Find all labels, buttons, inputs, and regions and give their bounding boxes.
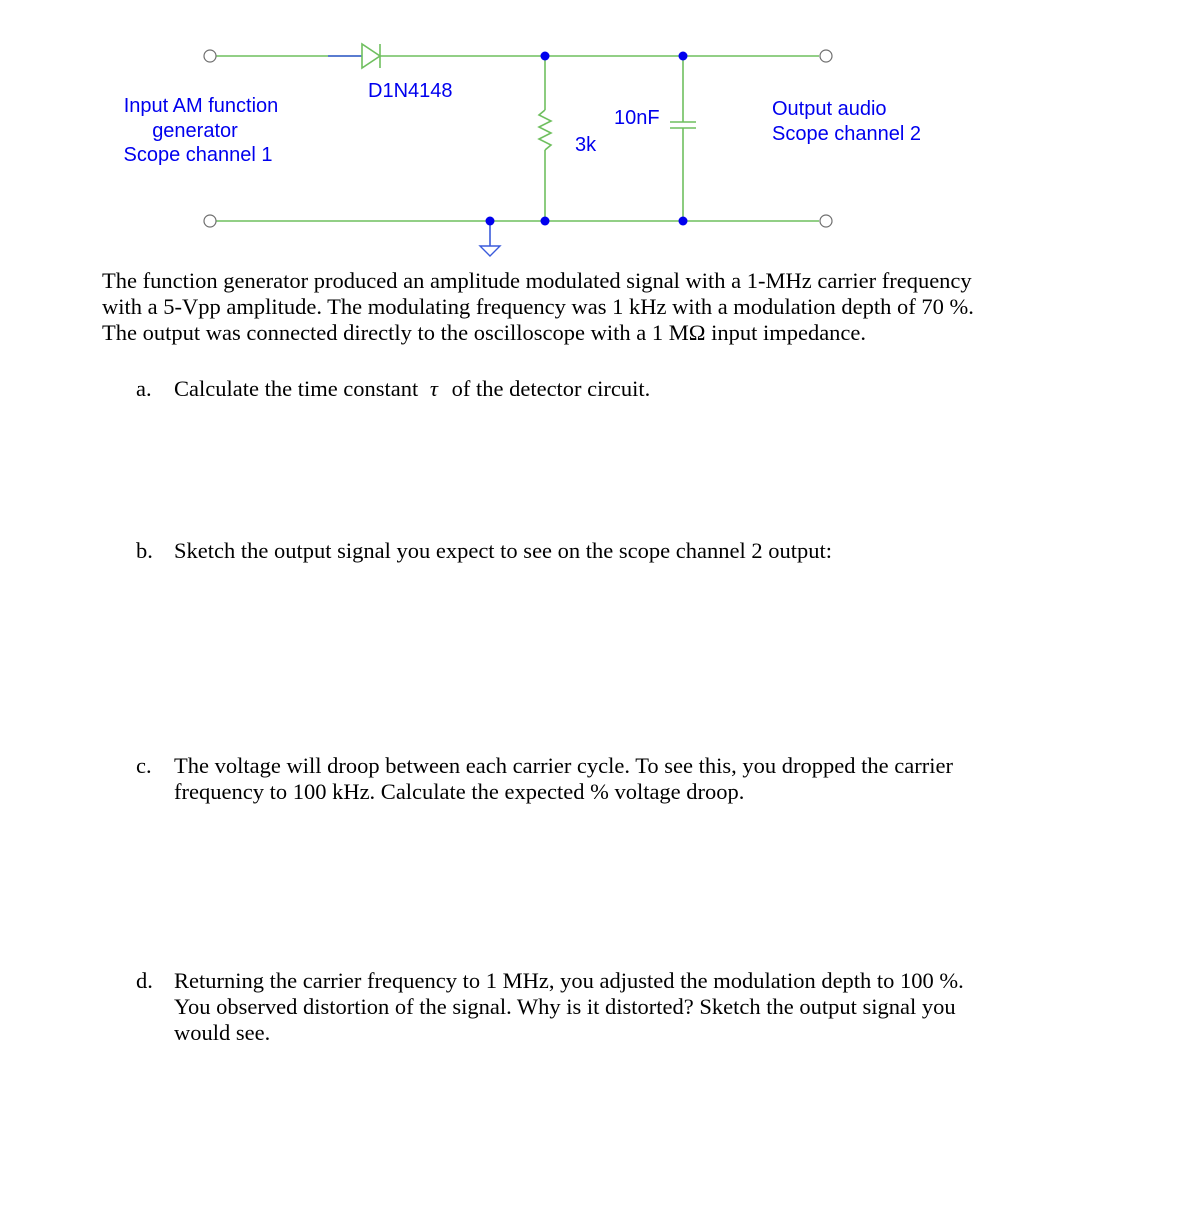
intro-line-3: The output was connected directly to the oscilloscope with a 1 MΩ input impedance. [102, 320, 867, 345]
input-terminal-top [204, 50, 216, 62]
input-label-line-2: generator [152, 120, 238, 142]
question-d-letter: d. [136, 968, 153, 993]
question-a-letter: a. [136, 376, 152, 401]
question-d-text [174, 968, 964, 1046]
output-label-line-2: Scope channel 2 [772, 123, 922, 145]
node-bottom-capacitor [679, 217, 688, 226]
question-d-line-2: You observed distortion of the signal. Why is it distorted? Sketch the output signal you [174, 994, 956, 1019]
node-top-resistor [541, 52, 550, 61]
question-b-text [174, 538, 832, 564]
input-label-line-3: Scope channel 1 [123, 144, 273, 166]
node-top-capacitor [679, 52, 688, 61]
question-c-text [174, 753, 953, 805]
capacitor-label: 10nF [614, 107, 660, 129]
question-b-line-1: Sketch the output signal you expect to see on the scope channel 2 output: [174, 538, 832, 563]
detector-circuit-schematic [0, 0, 1194, 262]
question-a-text-part-1: Calculate the time constant [174, 376, 419, 401]
diode-label: D1N4148 [368, 80, 453, 102]
output-label-line-1: Output audio [772, 98, 887, 120]
question-a-text [174, 376, 650, 402]
input-terminal-bottom [204, 215, 216, 227]
question-d-line-1: Returning the carrier frequency to 1 MHz, you adjusted the modulation depth to 100 %. [174, 968, 964, 993]
intro-paragraph [102, 268, 974, 346]
node-bottom-resistor [541, 217, 550, 226]
question-c-line-1: The voltage will droop between each carrier cycle. To see this, you dropped the carrier [174, 753, 953, 778]
question-a-text-part-2: of the detector circuit. [451, 376, 651, 401]
diode-symbol [362, 44, 380, 68]
question-d-line-3: would see. [174, 1020, 271, 1045]
output-terminal-top [820, 50, 832, 62]
question-b-letter: b. [136, 538, 153, 563]
intro-line-2: with a 5-Vpp amplitude. The modulating frequency was 1 kHz with a modulation depth of 70 %. [102, 294, 974, 319]
node-bottom-ground [486, 217, 495, 226]
ground-symbol [480, 246, 500, 256]
tau-symbol: τ [429, 376, 438, 401]
question-c-line-2: frequency to 100 kHz. Calculate the expected % voltage droop. [174, 779, 745, 804]
intro-line-1: The function generator produced an amplitude modulated signal with a 1-MHz carrier frequency [102, 268, 972, 293]
resistor-label: 3k [575, 134, 597, 156]
input-label-line-1: Input AM function [123, 95, 279, 117]
resistor-symbol [539, 110, 551, 150]
output-terminal-bottom [820, 215, 832, 227]
question-c-letter: c. [136, 753, 152, 778]
